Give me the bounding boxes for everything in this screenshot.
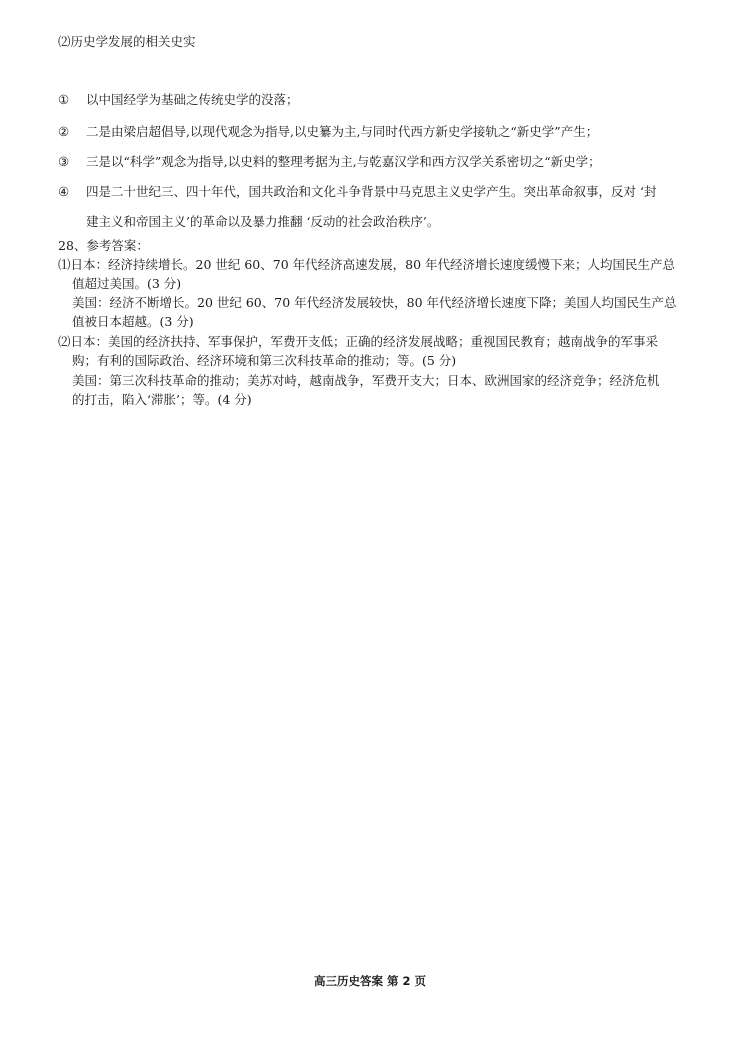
answer-line: 值超过美国。(3 分) <box>72 276 182 291</box>
list-item-text: 三是以“科学”观念为指导,以史料的整理考据为主,与乾嘉汉学和西方汉学关系密切之“新史学； <box>86 154 601 169</box>
list-item <box>58 122 598 140</box>
answer-line: 购；有利的国际政治、经济环境和第三次科技革命的推动；等。(5 分) <box>72 353 457 368</box>
list-item-text: 四是二十世纪三、四十年代，国共政治和文化斗争背景中马克思主义史学产生。突出革命叙事，反对 ‘封 <box>86 184 657 199</box>
list-marker: ① <box>58 92 70 107</box>
list-item-text: 二是由梁启超倡导,以现代观念为指导,以史纂为主,与同时代西方新史学接轨之“新史学”产生； <box>86 124 599 139</box>
answer-line: 的打击，陷入‘滞胀’；等。(4 分) <box>72 392 252 407</box>
list-item <box>58 152 601 170</box>
list-item-continuation: 建主义和帝国主义’的革命以及暴力推翻 ‘反动的社会政治秩序’。 <box>86 214 440 229</box>
question-title: 28、参考答案： <box>58 238 149 253</box>
answer-line: 美国：第三次科技革命的推动；美苏对峙，越南战争，军费开支大；日本、欧洲国家的经济竞争；经济危机 <box>72 373 660 388</box>
list-marker: ④ <box>58 184 70 199</box>
answer-line: 美国：经济不断增长。20 世纪 60、70 年代经济发展较快，80 年代经济增长速度下降；美国人均国民生产总 <box>72 295 677 310</box>
answer-line: ⑴日本：经济持续增长。20 世纪 60、70 年代经济高速发展，80 年代经济增长速度缓慢下来；人均国民生产总 <box>58 257 676 272</box>
page-footer: 高三历史答案 第 2 页 <box>313 974 426 988</box>
list-item <box>58 182 656 200</box>
list-marker: ③ <box>58 154 70 169</box>
answer-line: ⑵日本：美国的经济扶持、军事保护，军费开支低；正确的经济发展战略；重视国民教育；越南战争的军事采 <box>58 334 659 349</box>
section-heading: ⑵历史学发展的相关史实 <box>58 34 196 49</box>
list-item-text: 以中国经学为基础之传统史学的没落； <box>86 92 299 107</box>
list-item <box>58 90 299 108</box>
list-marker: ② <box>58 124 70 139</box>
answer-line: 值被日本超越。(3 分) <box>72 314 194 329</box>
